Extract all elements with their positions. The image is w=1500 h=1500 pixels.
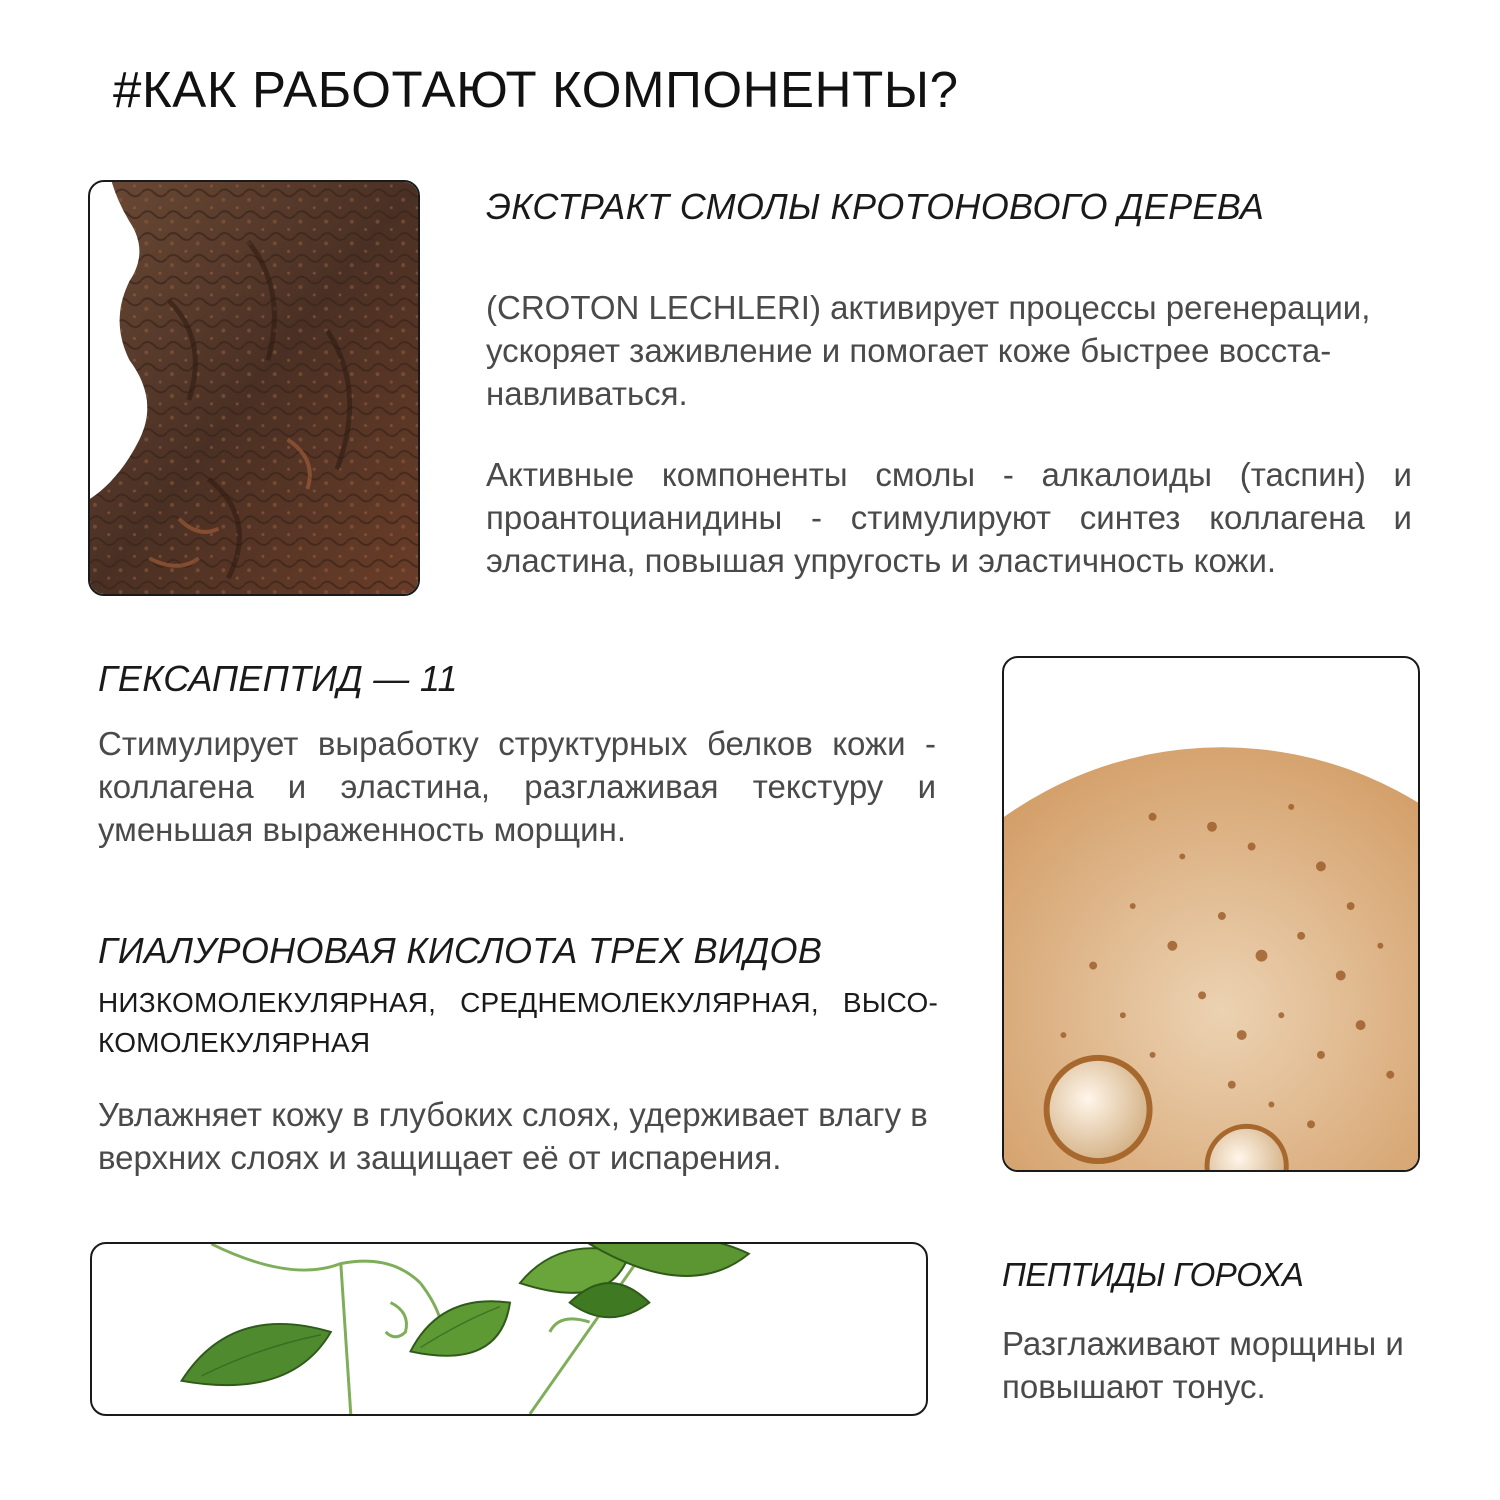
serum-illustration bbox=[1004, 658, 1418, 1170]
page-title: #КАК РАБОТАЮТ КОМПОНЕНТЫ? bbox=[113, 61, 959, 118]
croton-active-components: Активные компоненты смолы - алкалоиды (таспин) и проантоцианидины - стимулируют синтез коллагена и эластина, повышая упругость и эластичность кожи. bbox=[486, 456, 1412, 579]
hexapeptide-description: Стимулирует выработку структурных белков кожи - коллагена и эластина, разглаживая текстуру и уменьшая выраженность морщин. bbox=[98, 725, 936, 848]
hyaluronic-description: Увлажняет кожу в глубоких слоях, удерживает влагу в верхних слоях и защищает её от испарения. bbox=[98, 1096, 928, 1176]
tree-bark-image bbox=[88, 180, 420, 596]
pea-description: Разглаживают морщины и повышают тонус. bbox=[1002, 1325, 1404, 1405]
hyaluronic-heading: ГИАЛУРОНОВАЯ КИСЛОТА ТРЕХ ВИДОВ bbox=[98, 930, 823, 971]
croton-description: (CROTON LECHLERI) активирует процессы регенерации, ускоряет заживление и помогает коже быстрее восста-навливаться. bbox=[486, 289, 1371, 412]
croton-heading: ЭКСТРАКТ СМОЛЫ КРОТОНОВОГО ДЕРЕВА bbox=[486, 186, 1265, 227]
pea-illustration bbox=[92, 1244, 926, 1414]
serum-drop-image bbox=[1002, 656, 1420, 1172]
bark-illustration bbox=[90, 182, 418, 594]
pea-heading: ПЕПТИДЫ ГОРОХА bbox=[1002, 1256, 1304, 1293]
hyaluronic-types: НИЗКОМОЛЕКУЛЯРНАЯ, СРЕДНЕМОЛЕКУЛЯРНАЯ, ВЫСО-КОМОЛЕКУЛЯРНАЯ bbox=[98, 987, 938, 1058]
pea-plant-image bbox=[90, 1242, 928, 1416]
hexapeptide-heading: ГЕКСАПЕПТИД — 11 bbox=[98, 658, 458, 699]
